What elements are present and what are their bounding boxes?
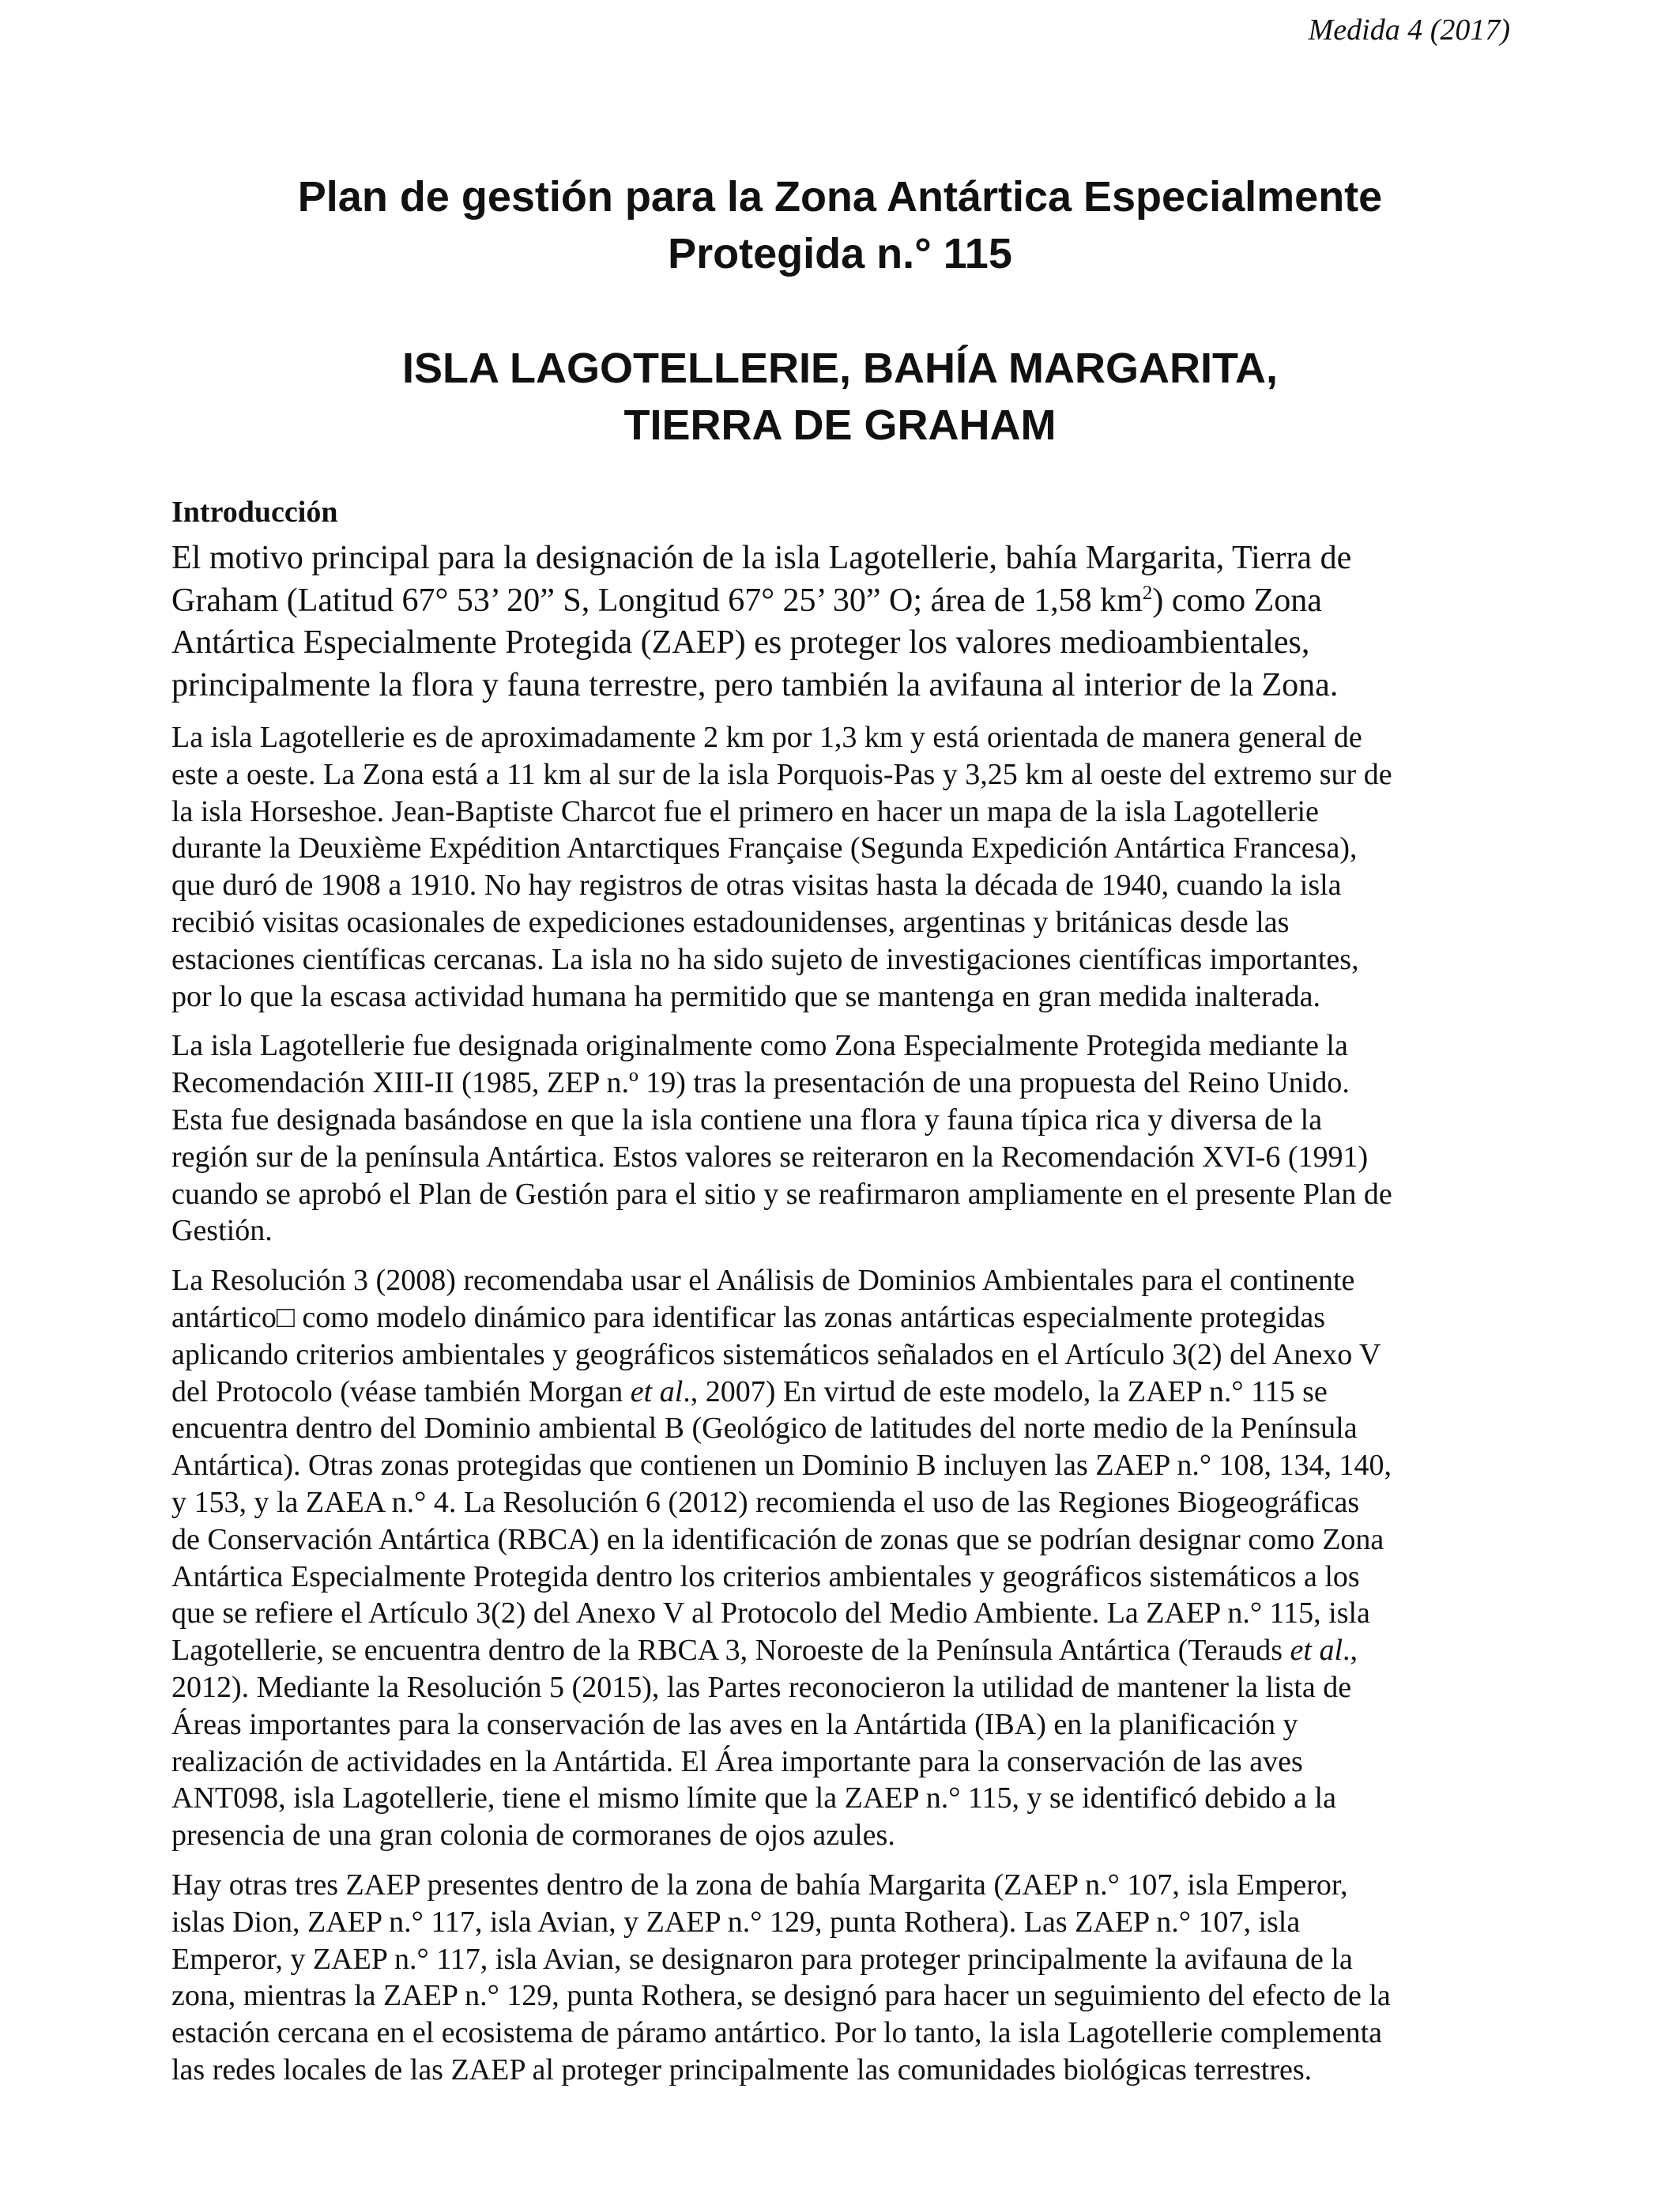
paragraph-line: estaciones científicas cercanas. La isla no ha sido sujeto de investigaciones científicas importantes, bbox=[171, 942, 1359, 976]
paragraph-text: Lagotellerie, se encuentra dentro de la RBCA 3, Noroeste de la Península Antártica (Terauds bbox=[171, 1634, 1290, 1668]
paragraph-line: recibió visitas ocasionales de expediciones estadounidenses, argentinas y británicas desde las bbox=[171, 905, 1290, 939]
document-title bbox=[142, 168, 1538, 282]
document-title-line-2: Protegida n.° 115 bbox=[668, 230, 1012, 277]
paragraph-line: ANT098, isla Lagotellerie, tiene el mismo límite que la ZAEP n.° 115, y se identificó debido a la bbox=[171, 1781, 1336, 1815]
paragraph-line: zona, mientras la ZAEP n.° 129, punta Rothera, se designó para hacer un seguimiento del efecto de la bbox=[171, 1979, 1391, 2013]
paragraph-line: Recomendación XIII-II (1985, ZEP n.º 19) tras la presentación de una propuesta del Reino Unido. bbox=[171, 1066, 1350, 1100]
citation-et-al: et al bbox=[1290, 1634, 1343, 1668]
paragraph-line: Esta fue designada basándose en que la isla contiene una flora y fauna típica rica y diversa de la bbox=[171, 1103, 1323, 1137]
lead-line: El motivo principal para la designación de la isla Lagotellerie, bahía Margarita, Tierra de bbox=[171, 540, 1352, 576]
paragraph-text: ., 2007) En virtud de este modelo, la ZAEP n.° 115 se bbox=[683, 1374, 1328, 1408]
paragraph-line: antártico□ como modelo dinámico para identificar las zonas antárticas especialmente protegidas bbox=[171, 1300, 1326, 1334]
paragraph-line: Antártica Especialmente Protegida dentro los criterios ambientales y geográficos sistemáticos a los bbox=[171, 1559, 1360, 1593]
document-body bbox=[171, 492, 1507, 2102]
paragraph-3 bbox=[171, 1262, 1507, 1854]
paragraph-4 bbox=[171, 1867, 1507, 2089]
paragraph-line: que se refiere el Artículo 3(2) del Anexo V al Protocolo del Medio Ambiente. La ZAEP n.° 115, isla bbox=[171, 1596, 1370, 1630]
paragraph-line: realización de actividades en la Antártida. El Área importante para la conservación de las aves bbox=[171, 1744, 1303, 1778]
document-title-line-1: Plan de gestión para la Zona Antártica Especialmente bbox=[297, 173, 1383, 221]
paragraph-line: las redes locales de las ZAEP al proteger principalmente las comunidades biológicas terrestres. bbox=[171, 2053, 1313, 2087]
page-header-reference: Medida 4 (2017) bbox=[1308, 13, 1510, 47]
paragraph-2 bbox=[171, 1027, 1507, 1250]
paragraph-line: Gestión. bbox=[171, 1214, 273, 1248]
paragraph-line: Hay otras tres ZAEP presentes dentro de la zona de bahía Margarita (ZAEP n.° 107, isla Emperor, bbox=[171, 1868, 1348, 1902]
lead-line: Antártica Especialmente Protegida (ZAEP) es proteger los valores medioambientales, bbox=[171, 624, 1310, 661]
lead-line: principalmente la flora y fauna terrestre, pero también la avifauna al interior de la Zona. bbox=[171, 666, 1339, 703]
paragraph-line: la isla Horseshoe. Jean-Baptiste Charcot fue el primero en hacer un mapa de la isla Lagotellerie bbox=[171, 794, 1319, 828]
paragraph-line: región sur de la península Antártica. Estos valores se reiteraron en la Recomendación XVI-6 (1991) bbox=[171, 1140, 1369, 1174]
document-subtitle-line-2: TIERRA DE GRAHAM bbox=[623, 401, 1057, 449]
paragraph-line: encuentra dentro del Dominio ambiental B (Geológico de latitudes del norte medio de la Península bbox=[171, 1412, 1358, 1446]
paragraph-line: La isla Lagotellerie es de aproximadamente 2 km por 1,3 km y está orientada de manera general de bbox=[171, 721, 1362, 754]
paragraph-line: La isla Lagotellerie fue designada originalmente como Zona Especialmente Protegida mediante la bbox=[171, 1029, 1348, 1063]
section-heading-introduccion: Introducción bbox=[171, 496, 338, 529]
paragraph-line: y 153, y la ZAEA n.° 4. La Resolución 6 (2012) recomienda el uso de las Regiones Biogeográficas bbox=[171, 1485, 1360, 1519]
paragraph-line: Emperor, y ZAEP n.° 117, isla Avian, se designaron para proteger principalmente la avifauna de la bbox=[171, 1942, 1353, 1976]
paragraph-line bbox=[171, 1374, 1507, 1411]
document-subtitle bbox=[142, 340, 1538, 454]
lead-text: ) como Zona bbox=[1152, 582, 1322, 619]
paragraph-line: La Resolución 3 (2008) recomendaba usar el Análisis de Dominios Ambientales para el continente bbox=[171, 1264, 1355, 1298]
lead-paragraph bbox=[171, 537, 1507, 707]
paragraph-line bbox=[171, 1632, 1507, 1669]
paragraph-text: del Protocolo (véase también Morgan bbox=[171, 1374, 631, 1408]
paragraph-line: presencia de una gran colonia de cormoranes de ojos azules. bbox=[171, 1819, 895, 1853]
paragraph-line: que duró de 1908 a 1910. No hay registros de otras visitas hasta la década de 1940, cuando la isla bbox=[171, 869, 1342, 903]
paragraph-line: aplicando criterios ambientales y geográficos sistemáticos señalados en el Artículo 3(2) del Anexo V bbox=[171, 1337, 1381, 1371]
paragraph-line: este a oeste. La Zona está a 11 km al sur de la isla Porquois-Pas y 3,25 km al oeste del extremo sur de bbox=[171, 757, 1392, 791]
paragraph-line: Áreas importantes para la conservación de las aves en la Antártida (IBA) en la planificación y bbox=[171, 1707, 1298, 1741]
paragraph-line: de Conservación Antártica (RBCA) en la identificación de zonas que se podrían designar como Zona bbox=[171, 1522, 1384, 1556]
citation-et-al: et al bbox=[630, 1374, 684, 1408]
lead-line bbox=[171, 580, 1507, 623]
paragraph-line: durante la Deuxième Expédition Antarctiques Française (Segunda Expedición Antártica Francesa), bbox=[171, 831, 1358, 865]
paragraph-text: ., bbox=[1343, 1634, 1358, 1668]
paragraph-line: 2012). Mediante la Resolución 5 (2015), las Partes reconocieron la utilidad de mantener la lista de bbox=[171, 1670, 1352, 1704]
paragraph-line: estación cercana en el ecosistema de páramo antártico. Por lo tanto, la isla Lagotellerie complementa bbox=[171, 2016, 1383, 2050]
document-subtitle-line-1: ISLA LAGOTELLERIE, BAHÍA MARGARITA, bbox=[402, 345, 1278, 392]
paragraph-1 bbox=[171, 719, 1507, 1015]
lead-text: Graham (Latitud 67° 53’ 20” S, Longitud 67° 25’ 30” O; área de 1,58 km bbox=[171, 582, 1143, 619]
paragraph-line: por lo que la escasa actividad humana ha permitido que se mantenga en gran medida inalterada. bbox=[171, 979, 1320, 1013]
superscript-2: 2 bbox=[1142, 582, 1153, 604]
paragraph-line: islas Dion, ZAEP n.° 117, isla Avian, y ZAEP n.° 129, punta Rothera). Las ZAEP n.° 107, isla bbox=[171, 1905, 1301, 1939]
paragraph-line: cuando se aprobó el Plan de Gestión para el sitio y se reafirmaron ampliamente en el presente Plan de bbox=[171, 1177, 1392, 1211]
paragraph-line: Antártica). Otras zonas protegidas que contienen un Dominio B incluyen las ZAEP n.° 108, 134, 140, bbox=[171, 1449, 1392, 1483]
